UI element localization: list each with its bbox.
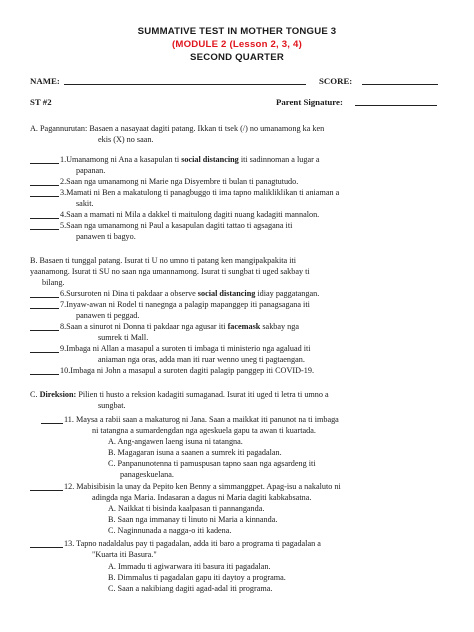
test-title: SUMMATIVE TEST IN MOTHER TONGUE 3 (137, 26, 337, 37)
module-subtitle: (MODULE 2 (Lesson 2, 3, 4) (172, 39, 302, 50)
item-4: 4.Saan a mamati ni Mila a dakkel ti maitulong dagiti nuang kadagiti mannalon. (60, 210, 320, 219)
item-5: 5.Saan nga umanamong ni Paul a kasapulan dagiti tattao ti agsagana iti (60, 221, 293, 230)
answer-blank-11[interactable] (41, 415, 63, 424)
item-1-cont: papanan. (76, 166, 106, 175)
answer-blank-12[interactable] (30, 482, 63, 491)
part-c-instruction-cont: sungbat. (98, 401, 126, 410)
part-a-instruction-cont: ekis (X) no saan. (98, 135, 154, 144)
choice-12-a: A. Naikkat ti bisinda kaalpasan ti pannanganda. (108, 504, 265, 513)
item-1: 1.Umanamong ni Ana a kasapulan ti social distancing iti sadinnoman a lugar a (60, 155, 320, 164)
item-10: 10.Imbaga ni John a masapul a suroten dagiti palagip panggep iti COVID-19. (60, 366, 314, 375)
question-13-cont: "Kuarta iti Basura." (92, 550, 157, 559)
answer-blank-9[interactable] (30, 344, 59, 353)
answer-blank-5[interactable] (30, 221, 59, 230)
part-c-instruction: C. Direksion: Pilien ti husto a reksion kadagiti sumaganad. Isurat iti uged ti letra ti umno a (30, 390, 329, 399)
parent-signature-label: Parent Signature: (276, 97, 343, 107)
answer-blank-2[interactable] (30, 177, 59, 186)
answer-blank-7[interactable] (30, 300, 59, 309)
answer-blank-1[interactable] (30, 155, 59, 164)
item-3-cont: sakit. (76, 199, 94, 208)
choice-12-b: B. Saan nga immanay ti linuto ni Maria a kinnanda. (108, 515, 278, 524)
choice-12-c: C. Naginnunada a nagga-o iti kadena. (108, 526, 232, 535)
question-12-cont: adingda nga Maria. Indasaran a dagus ni Maria dagiti kabkabsatna. (92, 493, 312, 502)
part-b-instruction-cont: yaanamong. Isurat ti SU no saan nga umannamong. Isurat ti sungbat ti uged sakbay ti (30, 267, 310, 276)
choice-11-c-cont: panageskuelana. (120, 470, 174, 479)
part-b-instruction: B. Basaen ti tunggal patang. Isurat ti U no umno ti patang ken mangipakpakita iti (30, 256, 297, 265)
item-5-cont: panawen ti bagyo. (76, 232, 136, 241)
question-12: 12. Mabisibisin la unay da Pepito ken Benny a simmanggpet. Apag-isu a nakaluto ni (64, 482, 341, 491)
item-6: 6.Sursuroten ni Dina ti pakdaar a observe social distancing idiay paggatangan. (60, 289, 320, 298)
answer-blank-13[interactable] (30, 539, 63, 548)
quarter-label: SECOND QUARTER (190, 52, 284, 63)
choice-11-c: C. Panpanunotenna ti pamuspusan tapno saan nga agsardeng iti (108, 459, 316, 468)
answer-blank-4[interactable] (30, 210, 59, 219)
question-13: 13. Tapno nadaldalus pay ti pagadalan, adda iti baro a programa ti pagadalan a (64, 539, 321, 548)
answer-blank-6[interactable] (30, 289, 59, 298)
item-9: 9.Imbaga ni Allan a masapul a suroten ti imbaga ti ministerio nga agaluad iti (60, 344, 311, 353)
item-7: 7.Inyaw-awan ni Rodel ti nanegnga a palagip mapanggep iti panagsagana iti (60, 300, 310, 309)
choice-13-a: A. Immadu ti agiwarwara iti basura iti pagadalan. (108, 562, 271, 571)
item-2: 2.Saan nga umanamong ni Marie nga Disyembre ti bulan ti panagtutudo. (60, 177, 299, 186)
name-field[interactable] (64, 76, 306, 85)
item-7-cont: panawen ti peggad. (76, 311, 140, 320)
item-8: 8.Saan a sinurot ni Donna ti pakdaar nga agusar iti facemask sakbay nga (60, 322, 299, 331)
part-b-instruction-end: bilang. (42, 278, 65, 287)
answer-blank-10[interactable] (30, 366, 59, 375)
choice-11-b: B. Magagaran isuna a saanen a sumrek iti pagadalan. (108, 448, 282, 457)
question-11: 11. Maysa a rabii saan a makaturog ni Jana. Saan a maikkat iti panunot na ti imbaga (64, 415, 339, 424)
question-11-cont: ni tatangna a sumardengdan nga ageskuela gapu ta awan ti kuartada. (92, 426, 316, 435)
answer-blank-8[interactable] (30, 322, 59, 331)
parent-signature-field[interactable] (355, 97, 437, 106)
st-label: ST #2 (30, 97, 52, 107)
choice-11-a: A. Ang-angawen laeng isuna ni tatangna. (108, 437, 243, 446)
score-label: SCORE: (319, 76, 353, 86)
part-a-instruction: A. Pagannurutan: Basaen a nasayaat dagiti patang. Ikkan ti tsek (/) no umanamong ka ken (30, 124, 325, 133)
score-field[interactable] (362, 76, 438, 85)
item-3: 3.Mamati ni Ben a makatulong ti panagbuggo ti ima tapno malikliklikan ti aniaman a (60, 188, 340, 197)
item-9-cont: aniaman nga oras, adda man iti ruar wenno uneg ti pagtaengan. (98, 355, 305, 364)
choice-13-c: C. Saan a nakibiang dagiti agad-adal iti programa. (108, 584, 273, 593)
answer-blank-3[interactable] (30, 188, 59, 197)
item-8-cont: sumrek ti Mall. (98, 333, 149, 342)
choice-13-b: B. Dimmalus ti pagadalan gapu iti daytoy a programa. (108, 573, 286, 582)
name-label: NAME: (30, 76, 60, 86)
